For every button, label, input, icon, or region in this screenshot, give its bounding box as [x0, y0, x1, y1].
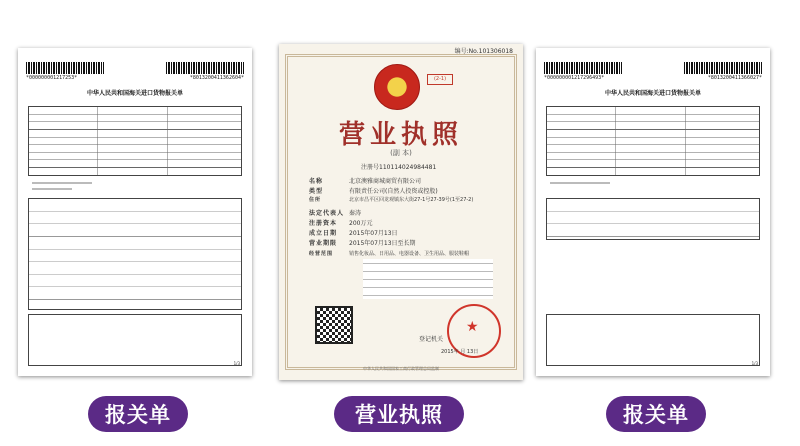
- note-line: [32, 182, 92, 184]
- license-field: 经营范围 销售化妆品、日用品、电器设备、卫生用品、服装鞋帽: [309, 251, 470, 257]
- qr-code: [315, 306, 353, 344]
- license-field: 注册资本 200万元: [309, 220, 373, 227]
- license-field: 法定代表人 秦涛: [309, 210, 362, 217]
- copy-number-badge: (2-1): [427, 74, 453, 85]
- form-title: 中华人民共和国海关进口货物报关单: [86, 90, 183, 97]
- page-number: 1/3: [233, 361, 240, 366]
- caption-business-license: 营业执照: [334, 396, 464, 432]
- license-serial: 编号:No.101306018: [454, 48, 513, 55]
- barcode-left: [544, 62, 622, 74]
- issue-date: 2015年 月 13日: [441, 349, 479, 355]
- registration-number: 注册号110114024984481: [361, 164, 437, 171]
- barcode-right: [166, 62, 244, 74]
- business-license-document: [279, 44, 523, 380]
- caption-customs-declaration-2: 报关单: [606, 396, 706, 432]
- license-field: 营业期限 2015年07月13日至长期: [309, 240, 416, 247]
- barcode-number-left: *000000001217253*: [26, 75, 78, 81]
- note-line: [32, 188, 72, 190]
- license-title: 营业执照: [338, 120, 463, 150]
- license-field: 类型 有限责任公司(自然人投资或控股): [309, 188, 438, 195]
- header-grid: [28, 106, 242, 176]
- items-table: [28, 198, 242, 310]
- form-title: 中华人民共和国海关进口货物报关单: [604, 90, 701, 97]
- license-field: 住所 北京市昌平区回龙观镇东大街27-1号27-39号(1至27-2): [309, 197, 474, 203]
- license-footer: 中华人民共和国国家工商行政管理总局监制: [363, 366, 439, 371]
- footer-box: [546, 314, 760, 366]
- license-field: 名称 北京澳雅商城商贸有限公司: [309, 178, 422, 185]
- header-grid: [546, 106, 760, 176]
- registration-authority: 登记机关: [419, 336, 444, 343]
- license-copy-label: (副 本): [390, 149, 412, 157]
- barcode-left: [26, 62, 104, 74]
- customs-declaration-document-2: [536, 48, 770, 376]
- barcode-right: [684, 62, 762, 74]
- barcode-number-left: *000000001217296493*: [544, 75, 605, 81]
- license-field: 成立日期 2015年07月13日: [309, 230, 398, 237]
- caption-customs-declaration-1: 报关单: [88, 396, 188, 432]
- items-table: [546, 198, 760, 240]
- national-emblem-icon: [374, 64, 420, 110]
- footer-box: [28, 314, 242, 366]
- business-scope-text: [363, 259, 493, 299]
- barcode-number-right: *8013200411362604*: [189, 75, 244, 81]
- page-number: 1/3: [751, 361, 758, 366]
- note-line: [550, 182, 610, 184]
- barcode-number-right: *8013200411366027*: [707, 75, 762, 81]
- customs-declaration-document-1: [18, 48, 252, 376]
